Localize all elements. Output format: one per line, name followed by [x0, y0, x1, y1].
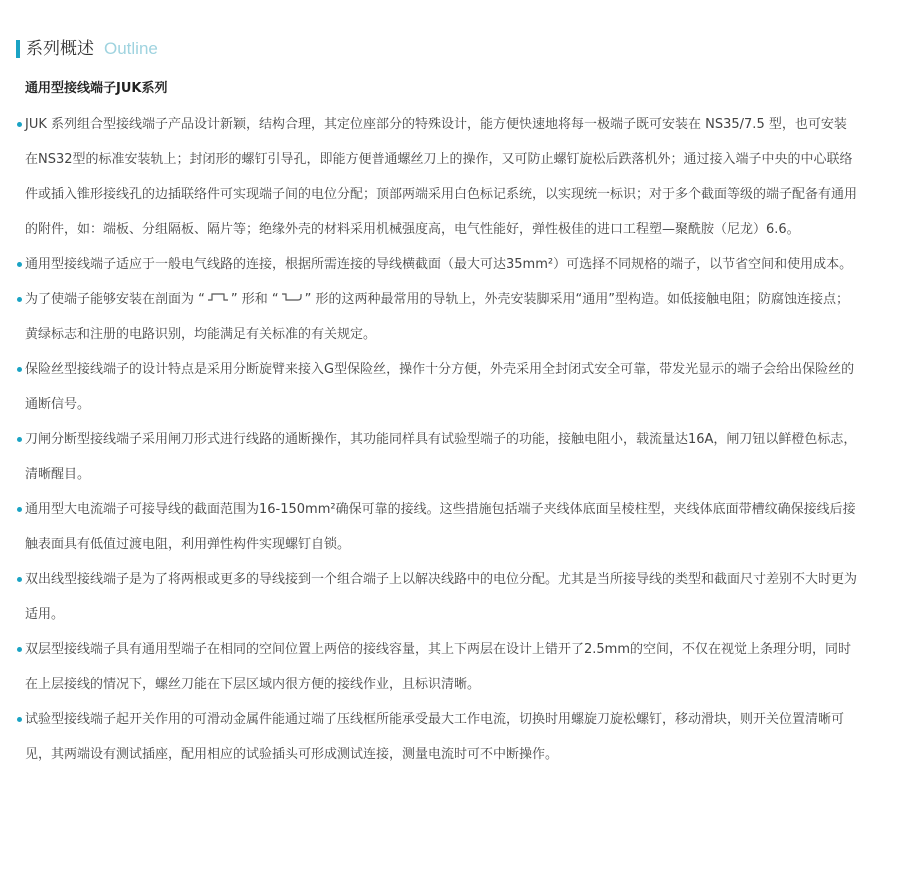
paragraph-text: 双层型接线端子具有通用型端子在相同的空间位置上两倍的接线容量，其上下两层在设计上错开了2.5mm的空间，不仅在视觉上条理分明，同时在上层接线的情况下，螺丝刀能在下层区域内很方便的接线作业，且标识清晰。: [25, 642, 852, 692]
bullet-icon: [17, 262, 22, 267]
g-rail-icon: [281, 282, 303, 317]
bullet-icon: [17, 577, 22, 582]
section-title: 系列概述: [26, 39, 94, 59]
section-subtitle: Outline: [104, 39, 158, 58]
bullet-icon: [17, 437, 22, 442]
paragraph-text-middle: ” 形和 “: [230, 292, 279, 307]
feature-paragraph-high-current: [17, 492, 857, 562]
feature-paragraph-knife-switch: [17, 422, 857, 492]
feature-paragraph-test: [17, 702, 857, 772]
feature-paragraph-rail: [17, 282, 857, 352]
paragraph-text: 试验型接线端子起开关作用的可滑动金属件能通过端了压线框所能承受最大工作电流，切换时用螺旋刀旋松螺钉，移动滑块，则开关位置清晰可见，其两端设有测试插座，配用相应的试验插头可形成测试连接，测量电流时可不中断操作。: [25, 712, 845, 762]
bullet-icon: [17, 367, 22, 372]
series-title: 通用型接线端子JUK系列: [25, 81, 168, 96]
feature-paragraph-dual-outlet: [17, 562, 857, 632]
feature-paragraph-double-layer: [17, 632, 857, 702]
header-accent-bar: [16, 40, 20, 58]
paragraph-text: 刀闸分断型接线端子采用闸刀形式进行线路的通断操作，其功能同样具有试验型端子的功能，接触电阻小，载流量达16A，闸刀钮以鲜橙色标志，清晰醒目。: [25, 432, 857, 482]
bullet-icon: [17, 717, 22, 722]
feature-list: [17, 107, 857, 772]
top-hat-rail-icon: [207, 282, 229, 317]
feature-paragraph-fuse: [17, 352, 857, 422]
paragraph-text: 保险丝型接线端子的设计特点是采用分断旋臂来接入G型保险丝，操作十分方便，外壳采用全封闭式安全可靠，带发光显示的端子会给出保险丝的通断信号。: [25, 362, 855, 412]
bullet-icon: [17, 647, 22, 652]
paragraph-text: 通用型接线端子适应于一般电气线路的连接，根据所需连接的导线横截面（最大可达35mm²）可选择不同规格的端子，以节省空间和使用成本。: [25, 257, 853, 272]
bullet-icon: [17, 297, 22, 302]
feature-paragraph-juk: [17, 107, 857, 247]
bullet-icon: [17, 507, 22, 512]
feature-paragraph-general: [17, 247, 857, 282]
paragraph-text-before: 为了使端子能够安装在剖面为 “: [25, 292, 205, 307]
paragraph-text-after: ” 形的这两种最常用的导轨上，外壳安装脚采用“通用”型构造。如低接触电阻；防腐蚀连接点；黄绿标志和注册的电路识别，均能满足有关标准的有关规定。: [25, 292, 849, 342]
paragraph-text: 通用型大电流端子可接导线的截面范围为16-150mm²确保可靠的接线。这些措施包括端子夹线体底面呈棱柱型，夹线体底面带槽纹确保接线后接触表面具有低值过渡电阻，利用弹性构件实现螺钉自锁。: [25, 502, 856, 552]
paragraph-text: 双出线型接线端子是为了将两根或更多的导线接到一个组合端子上以解决线路中的电位分配。尤其是当所接导线的类型和截面尺寸差别不大时更为适用。: [25, 572, 858, 622]
bullet-icon: [17, 122, 22, 127]
paragraph-text: JUK 系列组合型接线端子产品设计新颖，结构合理，其定位座部分的特殊设计，能方便快速地将每一极端子既可安装在 NS35/7.5 型，也可安装在NS32型的标准安装轨上；封闭形的螺钉引导孔，即能方便普通螺丝刀上的操作，又可防止螺钉旋松后跌落机外；通过接入端子中央的中心联络件或插入锥形接线孔的边插联络件可实现端子间的电位分配；顶部两端采用白色标记系统，以实现统一标识；对于多个截面等级的端子配备有通用的附件，如：端板、分组隔板、隔片等；绝缘外壳的材料采用机械强度高，电气性能好，弹性极佳的进口工程塑—聚酰胺（尼龙）6.6。: [25, 117, 858, 237]
section-header: [16, 38, 158, 60]
